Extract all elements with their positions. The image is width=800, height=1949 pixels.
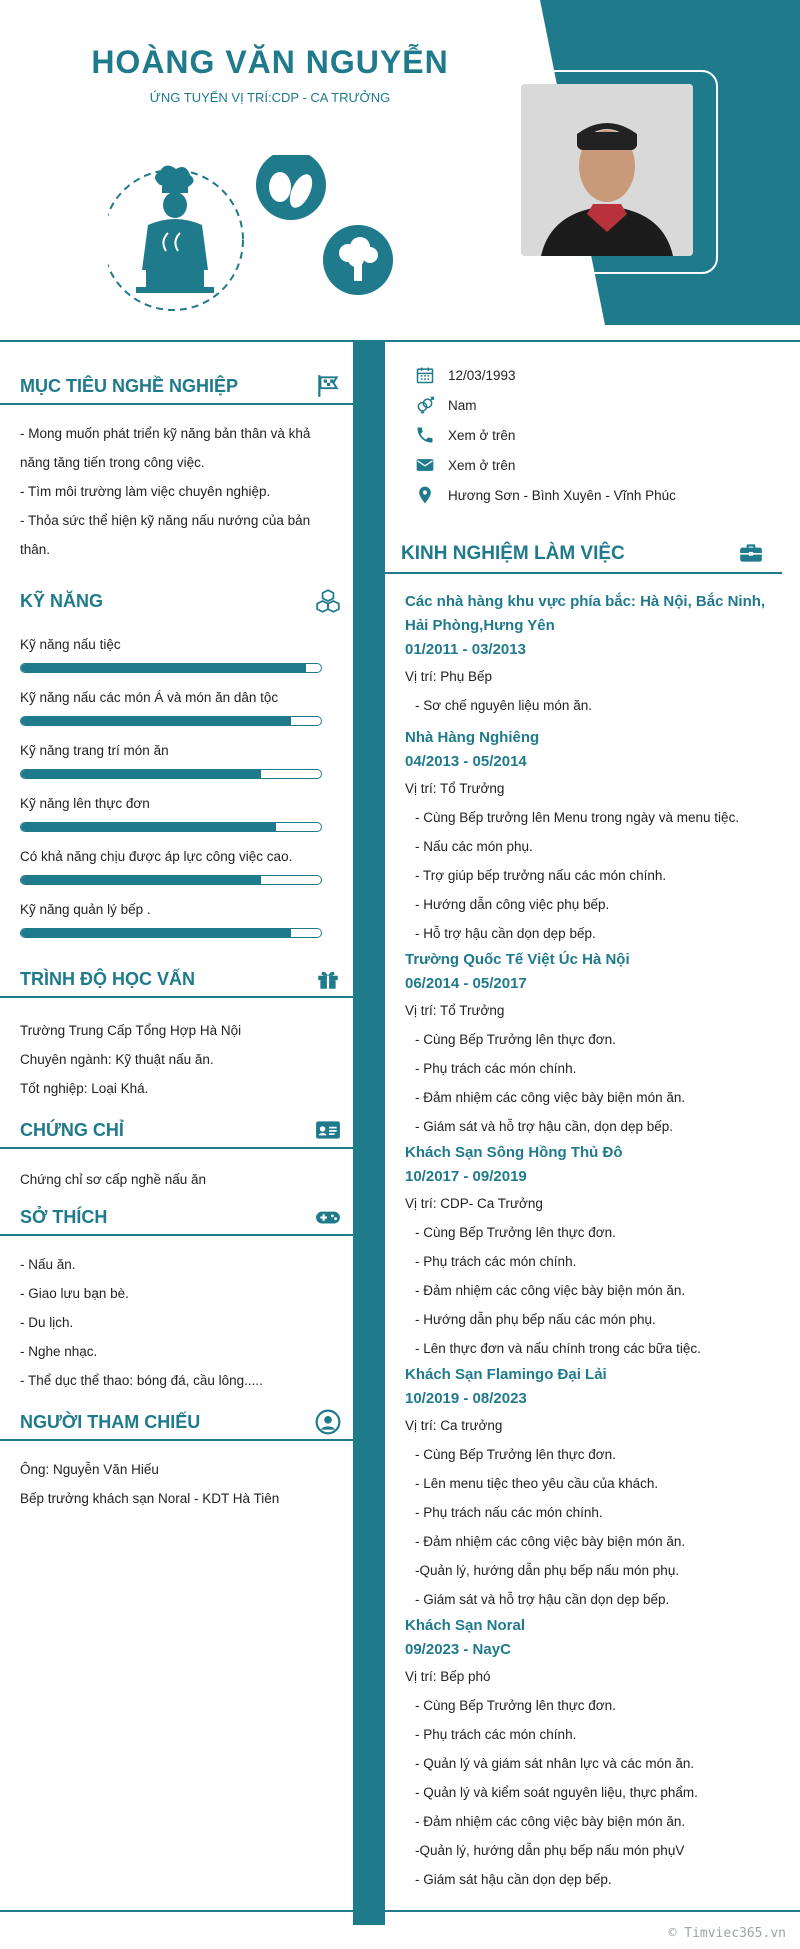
- job-duty: - Nấu các món phụ.: [415, 839, 533, 854]
- hobby-line: - Nghe nhạc.: [20, 1344, 98, 1359]
- skill-bar: [20, 769, 322, 779]
- education-line: Trường Trung Cấp Tổng Hợp Hà Nội: [20, 1023, 242, 1038]
- watermark: © Timviec365.vn: [668, 1926, 786, 1941]
- education-text: [0, 998, 353, 1109]
- job-duty: - Cùng Bếp Trưởng lên thực đơn.: [415, 1032, 616, 1047]
- phone-icon: [412, 424, 438, 446]
- cubes-icon: [315, 588, 341, 614]
- job-duty: - Phụ trách các món chính.: [415, 1727, 577, 1742]
- skill-bar: [20, 928, 322, 938]
- job-company: Khách Sạn Flamingo Đại Lải: [405, 1366, 607, 1383]
- bottom-divider: [0, 1910, 800, 1912]
- skill-item: [0, 690, 353, 726]
- column-divider-bar: [353, 340, 385, 1925]
- job-dates: 06/2014 - 05/2017: [405, 975, 527, 992]
- phone-row: [412, 420, 782, 450]
- job-duty: - Cùng Bếp trưởng lên Menu trong ngày và menu tiệc.: [415, 810, 740, 825]
- job-duty: - Sơ chế nguyên liệu món ăn.: [415, 698, 592, 713]
- skill-item: [0, 743, 353, 779]
- job-duty: - Đảm nhiệm các công việc bày biện món ăn.: [415, 1283, 686, 1298]
- hobbies-title: SỞ THÍCH: [20, 1207, 108, 1227]
- reference-line: Ông: Nguyễn Văn Hiếu: [20, 1462, 159, 1477]
- dob-value: 12/03/1993: [448, 367, 516, 383]
- job-duty: - Lên menu tiệc theo yêu cầu của khách.: [415, 1476, 659, 1491]
- hobbies-text: [0, 1236, 353, 1401]
- phone-value: Xem ở trên: [448, 427, 516, 443]
- job-company: Các nhà hàng khu vực phía bắc: Hà Nội, Bắc Ninh, Hải Phòng,Hưng Yên: [405, 593, 766, 634]
- job-position: Vị trí: CDP- Ca Trưởng: [405, 1196, 543, 1211]
- skill-fill: [21, 823, 276, 831]
- job-duty: - Giám sát và hỗ trợ hậu cần, dọn dẹp bếp.: [415, 1119, 674, 1134]
- skill-item: [0, 849, 353, 885]
- education-line: Chuyên ngành: Kỹ thuật nấu ăn.: [20, 1052, 214, 1067]
- hobby-line: - Du lịch.: [20, 1315, 74, 1330]
- job-dates: 09/2023 - NayC: [405, 1641, 511, 1658]
- job-entry: [405, 590, 785, 720]
- job-position: Vị trí: Phụ Bếp: [405, 669, 493, 684]
- job-duty: - Đảm nhiệm các công việc bày biện món ăn.: [415, 1534, 686, 1549]
- job-entry: [405, 1363, 785, 1614]
- references-title: NGƯỜI THAM CHIẾU: [20, 1412, 201, 1432]
- calendar-icon: [412, 364, 438, 386]
- references-header: [0, 1401, 353, 1441]
- profile-photo: [521, 84, 693, 256]
- briefcase-icon: [738, 540, 764, 566]
- job-duty: -Quản lý, hướng dẫn phụ bếp nấu món phụ.: [415, 1563, 680, 1578]
- job-dates: 10/2019 - 08/2023: [405, 1390, 527, 1407]
- job-dates: 04/2013 - 05/2014: [405, 753, 527, 770]
- map-marker-icon: [412, 484, 438, 506]
- objective-line: - Thỏa sức thể hiện kỹ năng nấu nướng của bản thân.: [20, 513, 311, 557]
- skill-item: [0, 637, 353, 673]
- education-header: [0, 938, 353, 998]
- education-line: Tốt nghiệp: Loại Khá.: [20, 1081, 149, 1096]
- job-duty: - Lên thực đơn và nấu chính trong các bữa tiệc.: [415, 1341, 701, 1356]
- envelope-icon: [412, 454, 438, 476]
- skill-label: Kỹ năng lên thực đơn: [20, 796, 150, 811]
- objective-line: - Tìm môi trường làm việc chuyên nghiệp.: [20, 484, 271, 499]
- job-duty: - Hướng dẫn công việc phụ bếp.: [415, 897, 610, 912]
- gender-row: [412, 390, 782, 420]
- experience-header: [385, 528, 782, 574]
- job-duty: - Cùng Bếp Trưởng lên thực đơn.: [415, 1447, 616, 1462]
- job-duty: -Quản lý, hướng dẫn phụ bếp nấu món phụV: [415, 1843, 685, 1858]
- hobby-line: - Giao lưu bạn bè.: [20, 1286, 129, 1301]
- skill-label: Kỹ năng trang trí món ăn: [20, 743, 169, 758]
- id-card-icon: [315, 1117, 341, 1143]
- experience-list: [405, 590, 785, 1894]
- skill-label: Kỹ năng nấu các món Á và món ăn dân tộc: [20, 690, 279, 705]
- chef-illustration: [108, 155, 438, 335]
- job-entry: [405, 1141, 785, 1363]
- job-position: Vị trí: Tổ Trưởng: [405, 1003, 505, 1018]
- candidate-name: HOÀNG VĂN NGUYỄN: [91, 44, 449, 80]
- job-duty: - Quản lý và giám sát nhân lực và các món ăn.: [415, 1756, 695, 1771]
- objective-text: [0, 405, 353, 570]
- experience-title: KINH NGHIỆM LÀM VIỆC: [401, 543, 625, 564]
- job-duty: - Giám sát và hỗ trợ hậu cần dọn dẹp bếp.: [415, 1592, 670, 1607]
- objective-header: [0, 340, 353, 405]
- certificates-header: [0, 1109, 353, 1149]
- job-entry: [405, 726, 785, 948]
- skills-header: [0, 570, 353, 620]
- skills-title: KỸ NĂNG: [20, 591, 104, 611]
- skill-fill: [21, 717, 291, 725]
- email-row: [412, 450, 782, 480]
- gender-value: Nam: [448, 397, 477, 413]
- gamepad-icon: [315, 1204, 341, 1230]
- job-duty: - Hướng dẫn phụ bếp nấu các món phụ.: [415, 1312, 656, 1327]
- job-duty: - Cùng Bếp Trưởng lên thực đơn.: [415, 1698, 616, 1713]
- skill-bar: [20, 663, 322, 673]
- job-dates: 10/2017 - 09/2019: [405, 1168, 527, 1185]
- job-position: Vị trí: Tổ Trưởng: [405, 781, 505, 796]
- job-entry: [405, 948, 785, 1141]
- left-column: [0, 340, 353, 1519]
- skill-fill: [21, 929, 291, 937]
- job-duty: - Hỗ trợ hậu cần dọn dẹp bếp.: [415, 926, 596, 941]
- job-company: Trường Quốc Tế Việt Úc Hà Nội: [405, 951, 630, 968]
- certificates-text: [0, 1149, 353, 1200]
- gender-icon: [412, 394, 438, 416]
- skill-fill: [21, 770, 261, 778]
- address-row: [412, 480, 782, 510]
- job-company: Khách Sạn Sông Hồng Thủ Đô: [405, 1144, 623, 1161]
- skill-bar: [20, 716, 322, 726]
- gift-icon: [315, 966, 341, 992]
- job-duty: - Giám sát hậu cần dọn dẹp bếp.: [415, 1872, 612, 1887]
- job-position: Vị trí: Ca trưởng: [405, 1418, 503, 1433]
- user-circle-icon: [315, 1409, 341, 1435]
- personal-info: [412, 360, 782, 510]
- job-duty: - Phụ trách nấu các món chính.: [415, 1505, 603, 1520]
- job-duty: - Phụ trách các món chính.: [415, 1061, 577, 1076]
- objective-title: MỤC TIÊU NGHỀ NGHIỆP: [20, 376, 239, 396]
- references-text: [0, 1441, 353, 1519]
- hobbies-header: [0, 1200, 353, 1236]
- skill-fill: [21, 876, 261, 884]
- reference-line: Bếp trưởng khách sạn Noral - KDT Hà Tiên: [20, 1491, 280, 1506]
- dob-row: [412, 360, 782, 390]
- hobby-line: - Nấu ăn.: [20, 1257, 76, 1272]
- job-duty: - Phụ trách các món chính.: [415, 1254, 577, 1269]
- skill-label: Có khả năng chịu được áp lực công việc cao.: [20, 849, 293, 864]
- skill-item: [0, 796, 353, 832]
- certificate-line: Chứng chỉ sơ cấp nghề nấu ăn: [20, 1172, 207, 1187]
- job-duty: - Cùng Bếp Trưởng lên thực đơn.: [415, 1225, 616, 1240]
- skill-bar: [20, 875, 322, 885]
- certificates-title: CHỨNG CHỈ: [20, 1120, 124, 1140]
- skills-list: [0, 637, 353, 938]
- job-dates: 01/2011 - 03/2013: [405, 641, 526, 658]
- job-company: Nhà Hàng Nghiêng: [405, 729, 540, 746]
- job-entry: [405, 1614, 785, 1894]
- job-duty: - Quản lý và kiểm soát nguyên liệu, thực phẩm.: [415, 1785, 698, 1800]
- hobby-line: - Thể dục thể thao: bóng đá, cầu lông.....: [20, 1373, 263, 1388]
- job-duty: - Trợ giúp bếp trưởng nấu các món chính.: [415, 868, 667, 883]
- job-duty: - Đảm nhiệm các công việc bày biện món ăn.: [415, 1090, 686, 1105]
- address-value: Hương Sơn - Bình Xuyên - Vĩnh Phúc: [448, 487, 676, 503]
- objective-line: - Mong muốn phát triển kỹ năng bản thân và khả năng tăng tiến trong công việc.: [20, 426, 311, 470]
- skill-label: Kỹ năng quản lý bếp .: [20, 902, 151, 917]
- flag-icon: [315, 373, 341, 399]
- skill-bar: [20, 822, 322, 832]
- applied-position: ỨNG TUYỂN VỊ TRÍ:CDP - CA TRƯỞNG: [149, 90, 391, 105]
- skill-item: [0, 902, 353, 938]
- email-value: Xem ở trên: [448, 457, 516, 473]
- job-company: Khách Sạn Noral: [405, 1617, 526, 1634]
- job-position: Vị trí: Bếp phó: [405, 1669, 491, 1684]
- job-duty: - Đảm nhiệm các công việc bày biện món ăn.: [415, 1814, 686, 1829]
- skill-fill: [21, 664, 306, 672]
- education-title: TRÌNH ĐỘ HỌC VẤN: [20, 969, 195, 989]
- skill-label: Kỹ năng nấu tiệc: [20, 637, 121, 652]
